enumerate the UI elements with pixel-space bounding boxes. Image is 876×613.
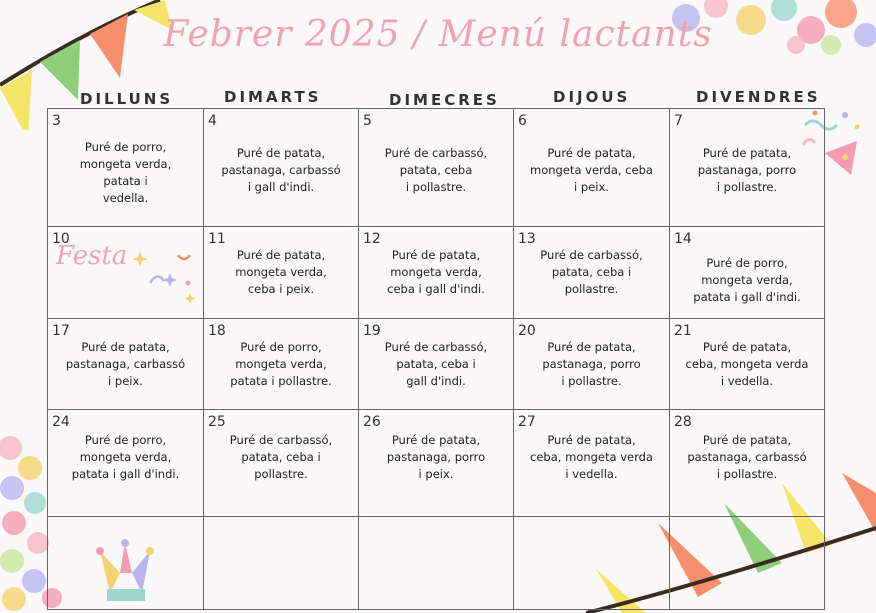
day-number: 12 bbox=[363, 231, 381, 247]
menu-text: Puré de porro, mongeta verda, patata i vedella. bbox=[79, 140, 172, 205]
calendar-day-cell bbox=[670, 517, 825, 610]
calendar-day-cell bbox=[48, 227, 204, 319]
day-number: 7 bbox=[674, 113, 683, 129]
menu-text: Puré de porro, mongeta verda, patata i gall d'indi. bbox=[71, 433, 180, 481]
calendar-day-cell bbox=[670, 319, 825, 410]
calendar-day-cell bbox=[48, 410, 204, 517]
calendar-week-row bbox=[48, 410, 825, 517]
calendar-day-cell bbox=[359, 517, 514, 610]
calendar-day-cell bbox=[514, 109, 670, 227]
menu-text: Puré de carbassó, patata, ceba i pollastre. bbox=[384, 146, 488, 194]
menu-text: Puré de porro, mongeta verda, patata i pollastre. bbox=[230, 340, 332, 388]
calendar-day-cell bbox=[204, 410, 359, 517]
menu-text: Puré de porro, mongeta verda, patata i gall d'indi. bbox=[693, 256, 801, 304]
day-number: 3 bbox=[52, 113, 61, 129]
day-number: 5 bbox=[363, 113, 372, 129]
calendar-day-cell bbox=[514, 319, 670, 410]
calendar-day-cell bbox=[48, 109, 204, 227]
menu-text: Puré de patata, pastanaga, porro i peix. bbox=[386, 433, 486, 481]
day-number: 27 bbox=[518, 414, 536, 430]
calendar-week-row bbox=[48, 109, 825, 227]
festa-label: Festa bbox=[56, 241, 128, 271]
menu-text: Puré de patata, pastanaga, carbassó i gall d'indi. bbox=[221, 146, 341, 194]
day-number: 21 bbox=[674, 323, 692, 339]
day-number: 24 bbox=[52, 414, 70, 430]
page-title: Febrer 2025 / Menú lactants bbox=[163, 14, 713, 55]
menu-text: Puré de patata, ceba, mongeta verda i vedella. bbox=[685, 340, 809, 388]
day-number: 10 bbox=[52, 231, 70, 247]
calendar-day-cell bbox=[204, 227, 359, 319]
calendar-week-row bbox=[48, 319, 825, 410]
menu-text: Puré de patata, pastanaga, porro i pollastre. bbox=[697, 146, 797, 194]
calendar-day-cell bbox=[514, 227, 670, 319]
sparkle-icon bbox=[130, 243, 200, 303]
day-header-divendres: DIVENDRES bbox=[696, 88, 821, 106]
day-number: 19 bbox=[363, 323, 381, 339]
day-header-dimecres: DIMECRES bbox=[389, 91, 500, 109]
menu-text: Puré de carbassó, patata, ceba i pollastre. bbox=[540, 248, 643, 296]
day-number: 11 bbox=[208, 231, 226, 247]
day-number: 13 bbox=[518, 231, 536, 247]
calendar-day-cell bbox=[204, 319, 359, 410]
calendar-grid bbox=[47, 108, 825, 610]
day-number: 26 bbox=[363, 414, 381, 430]
calendar-day-cell bbox=[359, 227, 514, 319]
calendar-day-cell bbox=[359, 109, 514, 227]
calendar-day-cell bbox=[670, 410, 825, 517]
calendar-day-cell bbox=[359, 410, 514, 517]
menu-text: Puré de carbassó, patata, ceba i gall d'indi. bbox=[384, 340, 488, 388]
menu-text: Puré de patata, mongeta verda, ceba i gall d'indi. bbox=[387, 248, 485, 296]
calendar-day-cell bbox=[670, 109, 825, 227]
calendar-week-row bbox=[48, 517, 825, 610]
day-header-dilluns: DILLUNS bbox=[80, 90, 174, 108]
day-number: 28 bbox=[674, 414, 692, 430]
menu-text: Puré de patata, mongeta verda, ceba i peix. bbox=[530, 146, 653, 194]
menu-text: Puré de carbassó, patata, ceba i pollastre. bbox=[229, 433, 333, 481]
calendar-day-cell bbox=[359, 319, 514, 410]
calendar-day-cell bbox=[514, 517, 670, 610]
day-number: 20 bbox=[518, 323, 536, 339]
day-number: 6 bbox=[518, 113, 527, 129]
calendar-day-cell bbox=[204, 109, 359, 227]
calendar-week-row bbox=[48, 227, 825, 319]
menu-text: Puré de patata, pastanaga, carbassó i peix. bbox=[65, 340, 186, 388]
calendar-day-cell bbox=[514, 410, 670, 517]
day-number: 17 bbox=[52, 323, 70, 339]
calendar-day-cell bbox=[48, 517, 204, 610]
day-header-dijous: DIJOUS bbox=[553, 88, 631, 106]
calendar-day-cell bbox=[670, 227, 825, 319]
menu-text: Puré de patata, pastanaga, porro i pollastre. bbox=[542, 340, 641, 388]
day-number: 18 bbox=[208, 323, 226, 339]
calendar-day-cell bbox=[48, 319, 204, 410]
menu-text: Puré de patata, pastanaga, carbassó i pollastre. bbox=[687, 433, 807, 481]
day-number: 4 bbox=[208, 113, 217, 129]
day-number: 14 bbox=[674, 231, 692, 247]
calendar-day-cell bbox=[204, 517, 359, 610]
day-number: 25 bbox=[208, 414, 226, 430]
menu-text: Puré de patata, mongeta verda, ceba i peix. bbox=[235, 248, 327, 296]
day-header-dimarts: DIMARTS bbox=[224, 88, 322, 106]
menu-text: Puré de patata, ceba, mongeta verda i vedella. bbox=[530, 433, 653, 481]
